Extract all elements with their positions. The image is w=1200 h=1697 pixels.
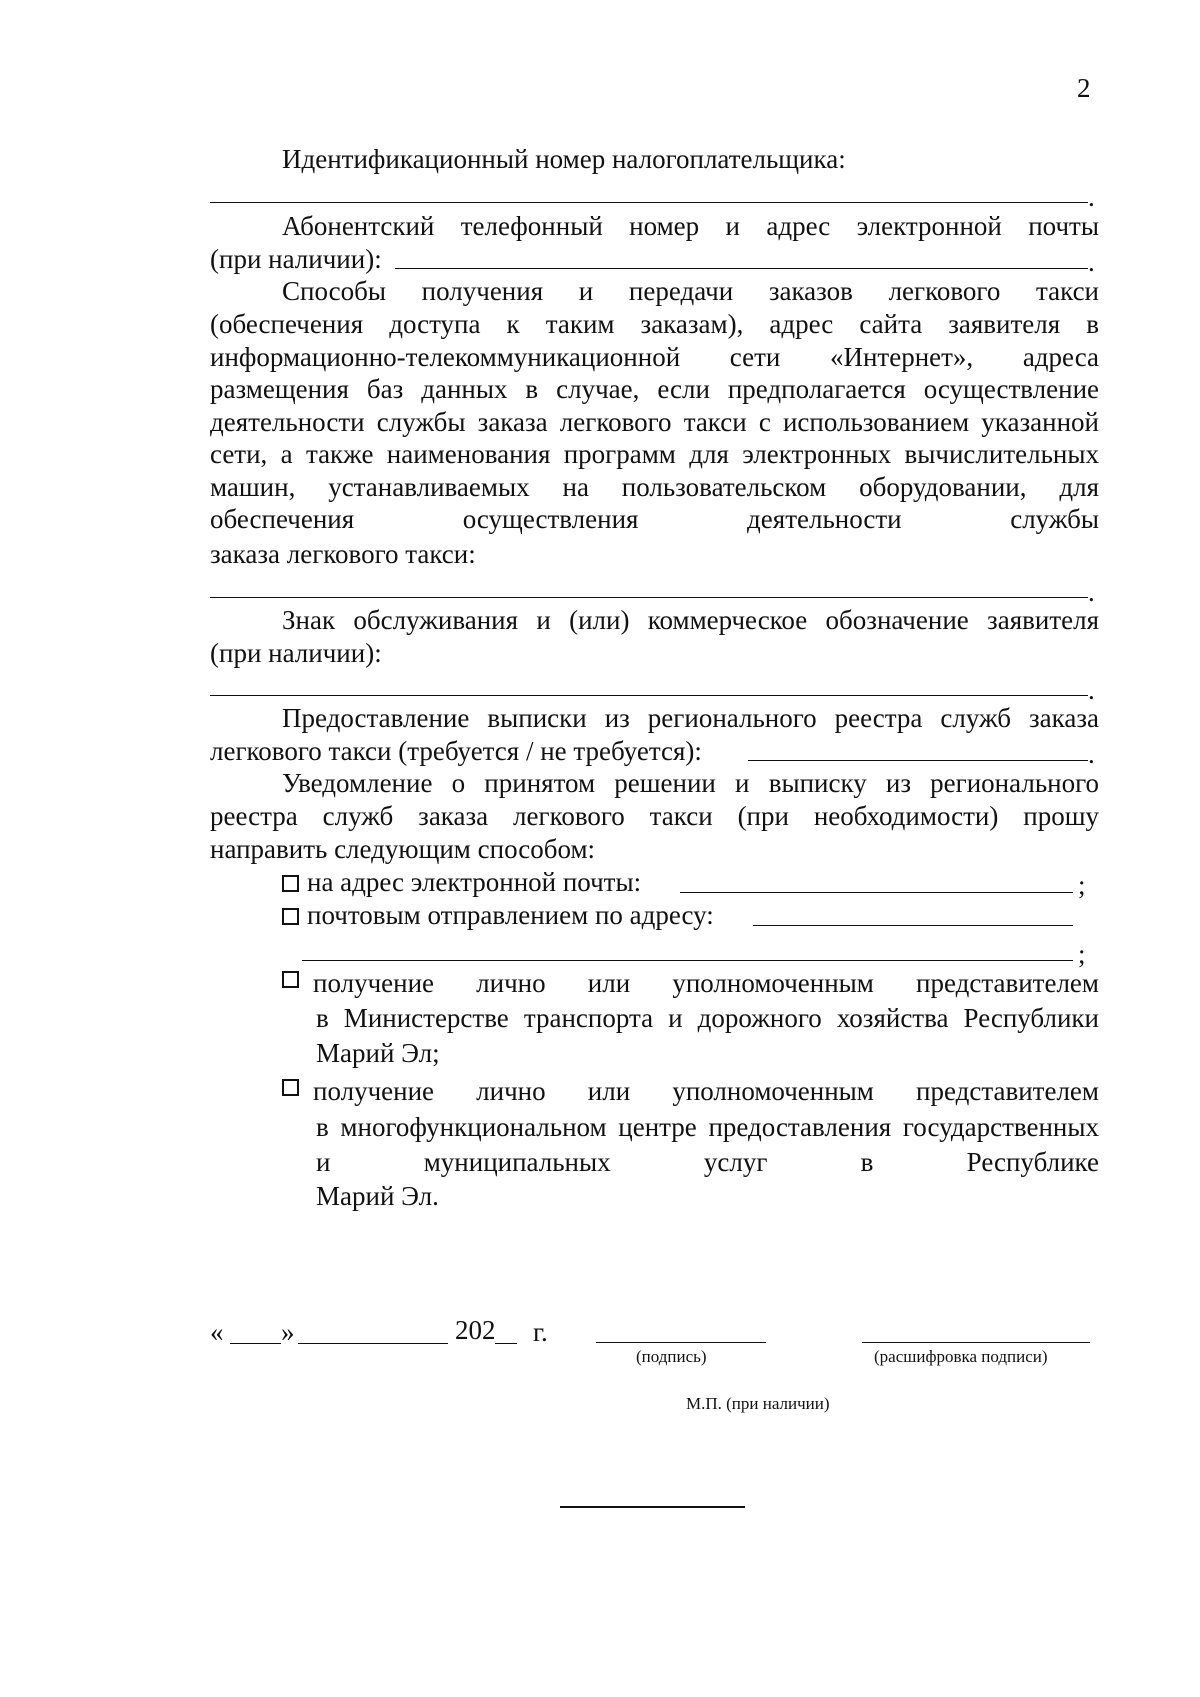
date-year-suffix: г. bbox=[533, 1317, 548, 1347]
extract-end-mark: . bbox=[1088, 739, 1095, 769]
mfc-text: в многофункциональном центре предоставления государственных и муниципальных услуг в Республике bbox=[316, 1112, 1099, 1177]
option-post[interactable] bbox=[282, 899, 714, 931]
post-input-line-2[interactable] bbox=[302, 960, 1073, 961]
mfc-first-line: получение лично или уполномоченным представителем bbox=[313, 1076, 1099, 1106]
order-methods-first-line: Способы получения и передачи заказов легкового такси bbox=[282, 276, 1099, 306]
seal-caption: М.П. (при наличии) bbox=[686, 1394, 830, 1413]
signature-line[interactable] bbox=[596, 1342, 766, 1343]
extract-line2: легкового такси (требуется / не требуется): bbox=[210, 736, 702, 766]
email-end-mark: ; bbox=[1078, 870, 1086, 900]
inn-label: Идентификационный номер налогоплательщика: bbox=[282, 144, 846, 174]
trademark-end-mark: . bbox=[1088, 675, 1095, 705]
post-checkbox[interactable] bbox=[282, 908, 299, 925]
post-end-mark: ; bbox=[1078, 939, 1086, 969]
ministry-text: в Министерстве транспорта и дорожного хозяйства Республики bbox=[316, 1003, 1099, 1033]
ministry-last-line: Марий Эл; bbox=[316, 1038, 440, 1068]
order-methods-last-line: заказа легкового такси: bbox=[210, 539, 476, 569]
closing-rule bbox=[560, 1506, 745, 1508]
extract-input-line[interactable] bbox=[748, 760, 1088, 761]
signature-decode-caption: (расшифровка подписи) bbox=[874, 1347, 1048, 1366]
notification-line1: Уведомление о принятом решении и выписку из регионального bbox=[282, 768, 1099, 798]
option-email[interactable] bbox=[282, 866, 641, 898]
email-input-line[interactable] bbox=[680, 892, 1073, 893]
date-year-line[interactable] bbox=[495, 1343, 517, 1344]
order-methods-end-mark: . bbox=[1088, 577, 1095, 607]
contacts-end-mark: . bbox=[1088, 247, 1095, 277]
date-quote-open: « bbox=[210, 1317, 224, 1347]
mfc-checkbox[interactable] bbox=[282, 1079, 299, 1096]
post-option-label: почтовым отправлением по адресу: bbox=[307, 900, 714, 930]
trademark-line1: Знак обслуживания и (или) коммерческое обозначение заявителя bbox=[282, 605, 1099, 635]
notification-line3: направить следующим способом: bbox=[210, 834, 596, 864]
signature-caption: (подпись) bbox=[636, 1347, 707, 1366]
page-number: 2 bbox=[1077, 73, 1091, 103]
ministry-checkbox-wrap[interactable] bbox=[282, 971, 307, 992]
contacts-line2: (при наличии): bbox=[210, 244, 382, 274]
mfc-checkbox-wrap[interactable] bbox=[282, 1079, 307, 1100]
date-day-line[interactable] bbox=[230, 1343, 281, 1344]
inn-input-line[interactable] bbox=[210, 202, 1088, 203]
post-input-line-1[interactable] bbox=[753, 925, 1073, 926]
ministry-checkbox[interactable] bbox=[282, 971, 299, 988]
trademark-line2: (при наличии): bbox=[210, 638, 382, 668]
extract-line1: Предоставление выписки из регионального реестра служб заказа bbox=[282, 703, 1099, 733]
email-checkbox[interactable] bbox=[282, 875, 299, 892]
ministry-first-line: получение лично или уполномоченным представителем bbox=[313, 968, 1099, 998]
contacts-line1: Абонентский телефонный номер и адрес электронной почты bbox=[282, 211, 1099, 241]
date-month-line[interactable] bbox=[298, 1343, 448, 1344]
email-option-label: на адрес электронной почты: bbox=[307, 867, 642, 897]
signature-decode-line[interactable] bbox=[862, 1342, 1090, 1343]
order-methods-input-line[interactable] bbox=[210, 597, 1088, 598]
date-quote-close: » bbox=[281, 1317, 295, 1347]
contacts-input-line[interactable] bbox=[395, 268, 1088, 269]
order-methods-text: (обеспечения доступа к таким заказам), адрес сайта заявителя в информационно-телекоммуникационной сети «Интернет», адреса размещения баз данных в случае, если предполагается осуществление деятельности службы заказа легкового такси с использованием указанной сети, а также наименования программ для электронных вычислительных машин, устанавливаемых на пользовательском оборудовании, для обеспечения осуществления деятельности службы bbox=[210, 309, 1099, 534]
inn-end-mark: . bbox=[1088, 182, 1095, 212]
mfc-last-line: Марий Эл. bbox=[316, 1181, 439, 1211]
notification-line2: реестра служб заказа легкового такси (при необходимости) прошу bbox=[210, 801, 1099, 831]
date-year-prefix: 202 bbox=[455, 1315, 496, 1345]
trademark-input-line[interactable] bbox=[210, 695, 1088, 696]
